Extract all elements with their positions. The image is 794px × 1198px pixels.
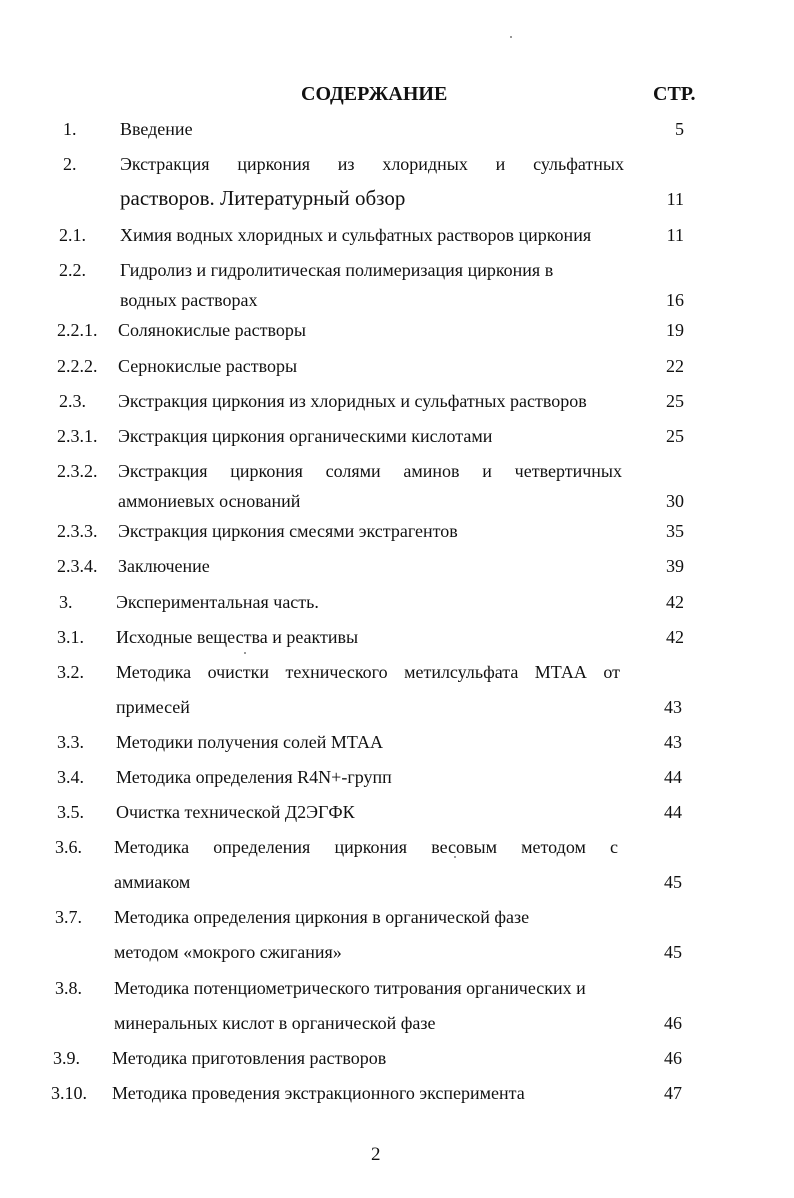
entry-title: Экстракция циркония солями аминов и четвертичных — [118, 461, 622, 481]
entry-title: Экстракция циркония из хлоридных и сульфатных — [120, 154, 624, 174]
entry-title-continuation: минеральных кислот в органической фазе — [114, 1013, 436, 1033]
entry-page: 44 — [664, 802, 682, 822]
entry-title-continuation: методом «мокрого сжигания» — [114, 942, 342, 962]
entry-number: 3.7. — [55, 907, 82, 927]
entry-page: 30 — [666, 491, 684, 511]
entry-number: 3. — [59, 592, 73, 612]
entry-title: Экстракция циркония из хлоридных и сульфатных растворов — [118, 391, 587, 411]
scan-speck — [510, 36, 512, 38]
page-column-label: СТР. — [653, 83, 696, 105]
entry-title: Сернокислые растворы — [118, 356, 298, 376]
entry-title-continuation: водных растворах — [120, 290, 258, 310]
entry-title-continuation: аммиаком — [114, 872, 191, 892]
entry-number: 3.8. — [55, 978, 82, 998]
entry-number: 2.3.3. — [57, 521, 98, 541]
entry-number: 2.2.1. — [57, 320, 98, 340]
entry-number: 2.3.2. — [57, 461, 98, 481]
entry-number: 2.3. — [59, 391, 86, 411]
entry-title: Химия водных хлоридных и сульфатных растворов циркония — [120, 225, 592, 245]
page-number: 2 — [371, 1144, 381, 1165]
entry-title: Методика потенциометрического титрования органических и — [114, 978, 586, 998]
entry-number: 3.4. — [57, 767, 84, 787]
entry-number: 3.5. — [57, 802, 84, 822]
entry-title: Методики получения солей МТАА — [116, 732, 383, 752]
entry-number: 3.1. — [57, 627, 84, 647]
entry-page: 25 — [666, 391, 684, 411]
entry-title: Методика приготовления растворов — [112, 1048, 387, 1068]
entry-number: 2.2.2. — [57, 356, 98, 376]
entry-title: Гидролиз и гидролитическая полимеризация циркония в — [120, 260, 554, 280]
entry-title: Экстракция циркония органическими кислотами — [118, 426, 493, 446]
entry-number: 3.3. — [57, 732, 84, 752]
entry-title: Заключение — [118, 556, 210, 576]
entry-number: 2.3.1. — [57, 426, 98, 446]
entry-title: Экспериментальная часть. — [116, 592, 319, 612]
entry-page: 47 — [664, 1083, 682, 1103]
entry-title: Методика определения R4N+-групп — [116, 767, 392, 787]
entry-number: 1. — [63, 119, 77, 139]
entry-page: 19 — [666, 320, 684, 340]
entry-number: 3.6. — [55, 837, 82, 857]
entry-title: Методика проведения экстракционного эксперимента — [112, 1083, 525, 1103]
entry-title-continuation: растворов. Литературный обзор — [120, 186, 406, 210]
scan-speck — [244, 652, 246, 654]
entry-title: Методика определения циркония в органической фазе — [114, 907, 530, 927]
entry-page: 39 — [666, 556, 684, 576]
entry-title: Методика определения циркония весовым методом с — [114, 837, 618, 857]
entry-page: 16 — [666, 290, 684, 310]
entry-title: Методика очистки технического метилсульфата МТАА от — [116, 662, 620, 682]
entry-number: 3.9. — [53, 1048, 80, 1068]
entry-title: Солянокислые растворы — [118, 320, 306, 340]
entry-page: 35 — [666, 521, 684, 541]
entry-page: 25 — [666, 426, 684, 446]
entry-number: 2.1. — [59, 225, 86, 245]
entry-number: 2. — [63, 154, 77, 174]
entry-page: 46 — [664, 1013, 682, 1033]
entry-title: Очистка технической Д2ЭГФК — [116, 802, 355, 822]
entry-page: 43 — [664, 697, 682, 717]
toc-title: СОДЕРЖАНИЕ — [301, 83, 448, 105]
entry-title: Исходные вещества и реактивы — [116, 627, 359, 647]
entry-number: 2.2. — [59, 260, 86, 280]
entry-page: 45 — [664, 942, 682, 962]
entry-title: Экстракция циркония смесями экстрагентов — [118, 521, 458, 541]
entry-page: 11 — [666, 189, 684, 209]
entry-page: 44 — [664, 767, 682, 787]
entry-page: 43 — [664, 732, 682, 752]
entry-page: 46 — [664, 1048, 682, 1068]
entry-page: 42 — [666, 592, 684, 612]
entry-title-continuation: примесей — [116, 697, 190, 717]
entry-page: 11 — [666, 225, 684, 245]
entry-number: 3.2. — [57, 662, 84, 682]
entry-page: 42 — [666, 627, 684, 647]
entry-title: Введение — [120, 119, 193, 139]
entry-title-continuation: аммониевых оснований — [118, 491, 301, 511]
entry-number: 3.10. — [51, 1083, 87, 1103]
entry-number: 2.3.4. — [57, 556, 98, 576]
entry-page: 22 — [666, 356, 684, 376]
entry-page: 5 — [675, 119, 684, 139]
entry-page: 45 — [664, 872, 682, 892]
